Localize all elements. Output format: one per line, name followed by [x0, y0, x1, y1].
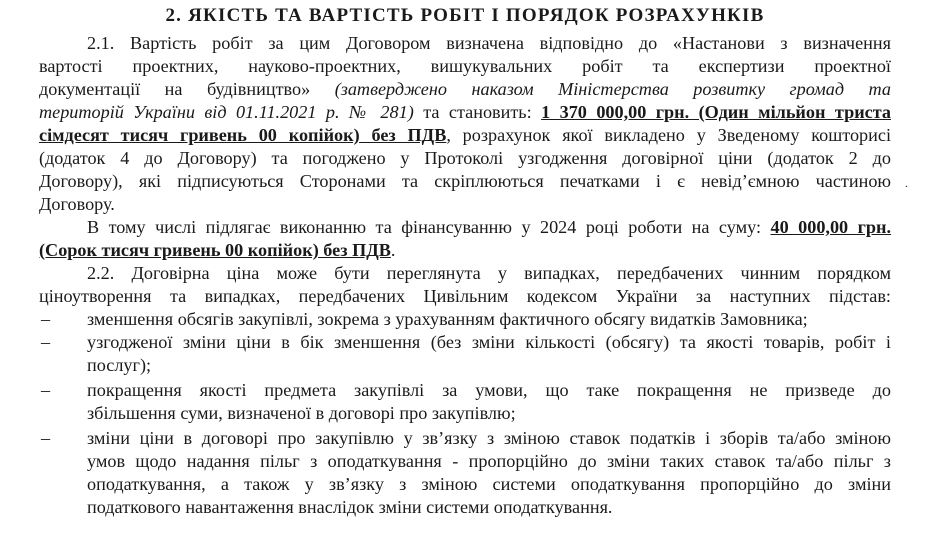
- p1-line-6: (додаток 4 до Договору) та погоджено у Протоколі узгодження договірної ціни (додаток 2 до: [39, 148, 891, 168]
- p1-line-7: Договору), які підписуються Сторонами та скріплюються печатками і є невід’ємною частиною: [39, 171, 891, 191]
- p1-line-4: [39, 101, 891, 124]
- bullet-3-line-2: збільшення суми, визначеної в договорі про закупівлю;: [87, 403, 516, 423]
- p1-line-4-text: та становить:: [413, 102, 542, 122]
- p1-line-3: [39, 78, 891, 101]
- bullet-dash-4: –: [41, 428, 51, 448]
- bullet-dash-1: –: [41, 309, 51, 329]
- bullet-dash-2: –: [41, 332, 51, 352]
- stray-mark: .: [905, 176, 908, 190]
- p1-line-2: вартості проектних, науково-проектних, вишукувальних робіт та експертизи проектної: [39, 56, 891, 76]
- bullet-3-line-1: покращення якості предмета закупівлі за умови, що таке покращення не призведе до: [87, 380, 891, 400]
- p1-line-1: 2.1. Вартість робіт за цим Договором визначена відповідно до «Настанови з визначення: [87, 33, 891, 53]
- p1-line-4-italic: територій України від 01.11.2021 р. № 281): [39, 102, 414, 122]
- price-amount: 1 370 000,00 грн. (Один мільйон триста: [541, 102, 891, 122]
- p2-line-1-text: В тому числі підлягає виконанню та фінансуванню у 2024 році роботи на суму:: [87, 217, 771, 237]
- bullet-2-line-1: узгодженої зміни ціни в бік зменшення (без зміни кількості (обсягу) та якості товарів, робіт і: [87, 332, 891, 352]
- bullet-4-line-3: оподаткування, а також у зв’язку з зміною системи оподаткування пропорційно до зміни: [87, 474, 891, 494]
- price-amount-continued: сімдесят тисяч гривень 00 копійок) без ПДВ: [39, 125, 447, 145]
- p1-line-5-text: , розрахунок якої викладено у Зведеному кошторисі: [446, 125, 891, 145]
- amount-2024-words: (Сорок тисяч гривень 00 копійок) без ПДВ: [39, 240, 391, 260]
- bullet-4-line-4: податкового навантаження внаслідок зміни системи оподаткування.: [87, 497, 613, 517]
- p2-line-1: [87, 216, 891, 239]
- p3-line-1: 2.2. Договірна ціна може бути переглянута у випадках, передбачених чинним порядком: [87, 263, 891, 283]
- bullet-1: зменшення обсягів закупівлі, зокрема з урахуванням фактичного обсягу видатків Замовника;: [87, 309, 808, 329]
- p1-line-3-italic: (затверджено наказом Міністерства розвитку громад та: [310, 79, 891, 99]
- p1-line-5: [39, 124, 891, 147]
- p2-line-2: [39, 239, 891, 262]
- bullet-4-line-1: зміни ціни в договорі про закупівлю у зв’язку з зміною ставок податків і зборів та/або зміною: [87, 428, 891, 448]
- bullet-2-line-2: послуг);: [87, 355, 152, 375]
- section-heading: 2. ЯКІСТЬ ТА ВАРТІСТЬ РОБІТ І ПОРЯДОК РОЗРАХУНКІВ: [165, 5, 765, 26]
- p3-line-2: ціноутворення та випадках, передбачених Цивільним кодексом України за наступних підстав:: [39, 286, 891, 306]
- amount-2024: 40 000,00 грн.: [770, 217, 892, 237]
- p1-line-8: Договору.: [39, 194, 115, 214]
- p2-line-2-text: .: [390, 240, 396, 260]
- p1-line-3-text: документації на будівництво»: [39, 79, 311, 99]
- bullet-4-line-2: умов щодо надання пільг з оподаткування - пропорційно до зміни таких ставок та/або пільг з: [87, 451, 891, 471]
- bullet-dash-3: –: [41, 380, 51, 400]
